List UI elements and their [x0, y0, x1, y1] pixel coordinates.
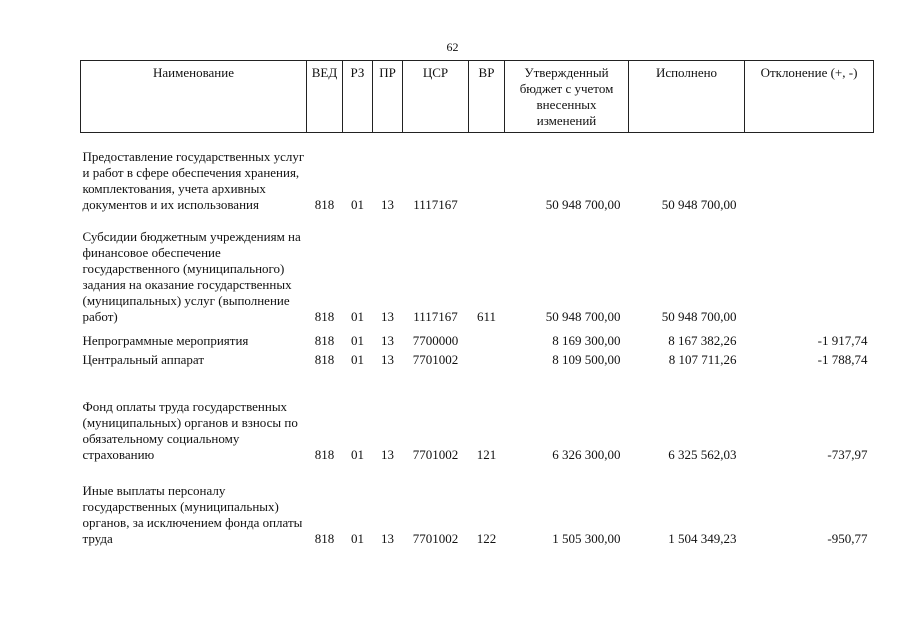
- table-row: [81, 368, 874, 463]
- row-csr: 7700000: [412, 333, 459, 348]
- row-rz: 01: [351, 531, 364, 546]
- row-csr: 1117167: [413, 197, 458, 212]
- row-csr: 7701002: [412, 531, 459, 546]
- row-rz: 01: [351, 352, 364, 367]
- row-ved: 818: [314, 447, 335, 462]
- row-pr: 13: [381, 197, 394, 212]
- row-executed: 50 948 700,00: [661, 197, 737, 212]
- header-name: Наименование: [81, 61, 307, 133]
- row-deviation: -1 917,74: [817, 333, 868, 348]
- row-ved: 818: [314, 352, 335, 367]
- row-rz: 01: [351, 309, 364, 324]
- row-executed: 6 325 562,03: [668, 447, 737, 462]
- row-ved: 818: [314, 531, 335, 546]
- row-deviation: -950,77: [827, 531, 868, 546]
- row-vr: 121: [476, 447, 497, 462]
- row-csr: 7701002: [412, 352, 459, 367]
- row-rz: 01: [351, 447, 364, 462]
- header-ved: ВЕД: [307, 61, 343, 133]
- row-pr: 13: [381, 309, 394, 324]
- row-csr: 7701002: [412, 447, 459, 462]
- table-row: [81, 133, 874, 214]
- header-vr: ВР: [469, 61, 505, 133]
- row-approved: 8 109 500,00: [552, 352, 621, 367]
- page-number: 62: [446, 40, 459, 54]
- table-row: [81, 463, 874, 547]
- table-row: [81, 213, 874, 325]
- row-deviation: -1 788,74: [817, 352, 868, 367]
- header-approved: Утвержденный бюджет с учетом внесенных изменений: [505, 61, 629, 133]
- budget-table: [80, 60, 874, 547]
- row-name: Фонд оплаты труда государственных (муниципальных) органов и взносы по обязательному социальному страхованию: [82, 399, 298, 462]
- row-approved: 6 326 300,00: [552, 447, 621, 462]
- row-deviation: [745, 213, 874, 325]
- table-row: [81, 349, 874, 368]
- row-deviation: [745, 133, 874, 214]
- header-deviation: Отклонение (+, -): [745, 61, 874, 133]
- header-pr: ПР: [373, 61, 403, 133]
- row-deviation: -737,97: [827, 447, 868, 462]
- row-csr: 1117167: [413, 309, 458, 324]
- row-executed: 1 504 349,23: [668, 531, 737, 546]
- row-pr: 13: [381, 352, 394, 367]
- row-name: Иные выплаты персоналу государственных (муниципальных) органов, за исключением фонда оплаты труда: [82, 483, 303, 546]
- row-rz: 01: [351, 197, 364, 212]
- row-approved: 50 948 700,00: [545, 197, 621, 212]
- row-vr: [469, 325, 505, 349]
- row-pr: 13: [381, 531, 394, 546]
- row-ved: 818: [314, 197, 335, 212]
- row-approved: 50 948 700,00: [545, 309, 621, 324]
- row-approved: 1 505 300,00: [552, 531, 621, 546]
- row-ved: 818: [314, 333, 335, 348]
- row-approved: 8 169 300,00: [552, 333, 621, 348]
- row-name: Предоставление государственных услуг и работ в сфере обеспечения хранения, комплектования, учета архивных документов и их использования: [82, 149, 305, 212]
- header-executed: Исполнено: [629, 61, 745, 133]
- row-name: Субсидии бюджетным учреждениям на финансовое обеспечение государственного (муниципального) задания на оказание государственных (муниципальных) услуг (выполнение работ): [82, 229, 301, 324]
- table-row: [81, 325, 874, 349]
- row-vr: 122: [476, 531, 497, 546]
- row-executed: 8 167 382,26: [668, 333, 737, 348]
- row-name: Центральный аппарат: [82, 352, 205, 367]
- row-pr: 13: [381, 333, 394, 348]
- row-vr: [469, 349, 505, 368]
- row-executed: 50 948 700,00: [661, 309, 737, 324]
- row-executed: 8 107 711,26: [668, 352, 737, 367]
- row-vr: [469, 133, 505, 214]
- table-header-row: [81, 61, 874, 133]
- header-rz: РЗ: [343, 61, 373, 133]
- row-vr: 611: [476, 309, 497, 324]
- row-ved: 818: [314, 309, 335, 324]
- row-name: Непрограммные мероприятия: [82, 333, 249, 348]
- row-pr: 13: [381, 447, 394, 462]
- header-csr: ЦСР: [403, 61, 469, 133]
- row-rz: 01: [351, 333, 364, 348]
